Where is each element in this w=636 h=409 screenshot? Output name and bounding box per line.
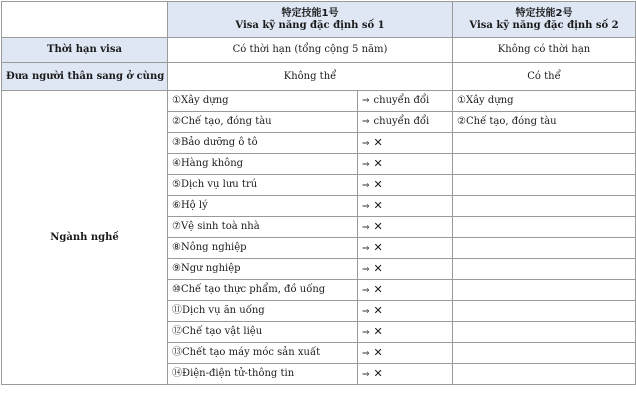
header-visa-1-jp: 特定技能1号: [281, 7, 339, 19]
arrow-icon: ⇒: [362, 117, 370, 127]
industry-name: ⑨Ngư nghiệp: [168, 259, 358, 280]
industry-label: Ngành nghề: [2, 91, 168, 385]
visa-term-label: Thời hạn visa: [2, 38, 168, 63]
industry-visa-2-cell: ②Chế tạo, đóng tàu: [453, 112, 636, 133]
header-visa-1-vn: Visa kỹ năng đặc định số 1: [235, 19, 385, 31]
industry-name: ③Bảo dưỡng ô tô: [168, 133, 358, 154]
industry-transfer-status: [358, 217, 453, 238]
cross-icon: ✕: [373, 198, 383, 212]
industry-transfer-status: [358, 196, 453, 217]
header-visa-2: [453, 2, 636, 38]
industry-visa-2-cell: [453, 322, 636, 343]
comparison-table: [1, 1, 636, 385]
industry-transfer-status: [358, 364, 453, 385]
industry-transfer-status: [358, 112, 453, 133]
arrow-icon: ⇒: [362, 96, 370, 106]
arrow-icon: ⇒: [362, 306, 370, 317]
industry-transfer-status: [358, 322, 453, 343]
arrow-icon: ⇒: [362, 264, 370, 275]
industry-visa-2-cell: [453, 280, 636, 301]
industry-transfer-status: [358, 175, 453, 196]
industry-visa-2-cell: [453, 196, 636, 217]
industry-name: ⑦Vệ sinh toà nhà: [168, 217, 358, 238]
family-label: Đưa người thân sang ở cùng: [2, 63, 168, 91]
industry-transfer-status: [358, 301, 453, 322]
industry-visa-2-cell: [453, 217, 636, 238]
industry-transfer-status: [358, 91, 453, 112]
cross-icon: ✕: [373, 324, 383, 338]
arrow-icon: ⇒: [362, 327, 370, 338]
industry-name: ①Xây dựng: [168, 91, 358, 112]
industry-visa-2-cell: [453, 364, 636, 385]
family-row: [2, 63, 636, 91]
arrow-icon: ⇒: [362, 159, 370, 170]
arrow-icon: ⇒: [362, 369, 370, 380]
industry-visa-2-cell: [453, 133, 636, 154]
arrow-icon: ⇒: [362, 201, 370, 212]
industry-visa-2-cell: [453, 301, 636, 322]
industry-name: ⑪Dịch vụ ăn uống: [168, 301, 358, 322]
header-corner-cell: [2, 2, 168, 38]
cross-icon: ✕: [373, 366, 383, 380]
header-row: [2, 2, 636, 38]
industry-transfer-status: [358, 238, 453, 259]
industry-name: ⑫Chế tạo vật liệu: [168, 322, 358, 343]
visa-term-col1: Có thời hạn (tổng cộng 5 năm): [168, 38, 453, 63]
arrow-icon: ⇒: [362, 348, 370, 359]
industry-visa-2-cell: [453, 238, 636, 259]
industry-row: [2, 91, 636, 112]
header-visa-2-jp: 特定技能2号: [515, 7, 573, 19]
cross-icon: ✕: [373, 135, 383, 149]
arrow-icon: ⇒: [362, 138, 370, 149]
header-visa-2-vn: Visa kỹ năng đặc định số 2: [469, 19, 619, 31]
industry-visa-2-cell: [453, 259, 636, 280]
industry-name: ②Chế tạo, đóng tàu: [168, 112, 358, 133]
cross-icon: ✕: [373, 177, 383, 191]
industry-transfer-status: [358, 259, 453, 280]
cross-icon: ✕: [373, 156, 383, 170]
industry-name: ⑩Chế tạo thực phẩm, đồ uống: [168, 280, 358, 301]
industry-visa-2-cell: ①Xây dựng: [453, 91, 636, 112]
industry-name: ⑥Hộ lý: [168, 196, 358, 217]
header-visa-1: [168, 2, 453, 38]
visa-term-col2: Không có thời hạn: [453, 38, 636, 63]
family-col1: Không thể: [168, 63, 453, 91]
family-col2: Có thể: [453, 63, 636, 91]
arrow-icon: ⇒: [362, 180, 370, 191]
industry-visa-2-cell: [453, 343, 636, 364]
industry-visa-2-cell: [453, 175, 636, 196]
cross-icon: ✕: [373, 240, 383, 254]
cross-icon: ✕: [373, 282, 383, 296]
visa-term-row: [2, 38, 636, 63]
industry-name: ⑧Nông nghiệp: [168, 238, 358, 259]
status-text: chuyển đổi: [373, 95, 430, 106]
industry-name: ⑭Điện-điện tử-thông tin: [168, 364, 358, 385]
arrow-icon: ⇒: [362, 222, 370, 233]
industry-name: ④Hàng không: [168, 154, 358, 175]
cross-icon: ✕: [373, 345, 383, 359]
industry-name: ⑬Chết tạo máy móc sản xuất: [168, 343, 358, 364]
cross-icon: ✕: [373, 303, 383, 317]
industry-visa-2-cell: [453, 154, 636, 175]
industry-name: ⑤Dịch vụ lưu trú: [168, 175, 358, 196]
status-text: chuyển đổi: [373, 116, 430, 127]
industry-transfer-status: [358, 343, 453, 364]
cross-icon: ✕: [373, 219, 383, 233]
cross-icon: ✕: [373, 261, 383, 275]
arrow-icon: ⇒: [362, 243, 370, 254]
industry-transfer-status: [358, 133, 453, 154]
industry-transfer-status: [358, 154, 453, 175]
industry-transfer-status: [358, 280, 453, 301]
arrow-icon: ⇒: [362, 285, 370, 296]
